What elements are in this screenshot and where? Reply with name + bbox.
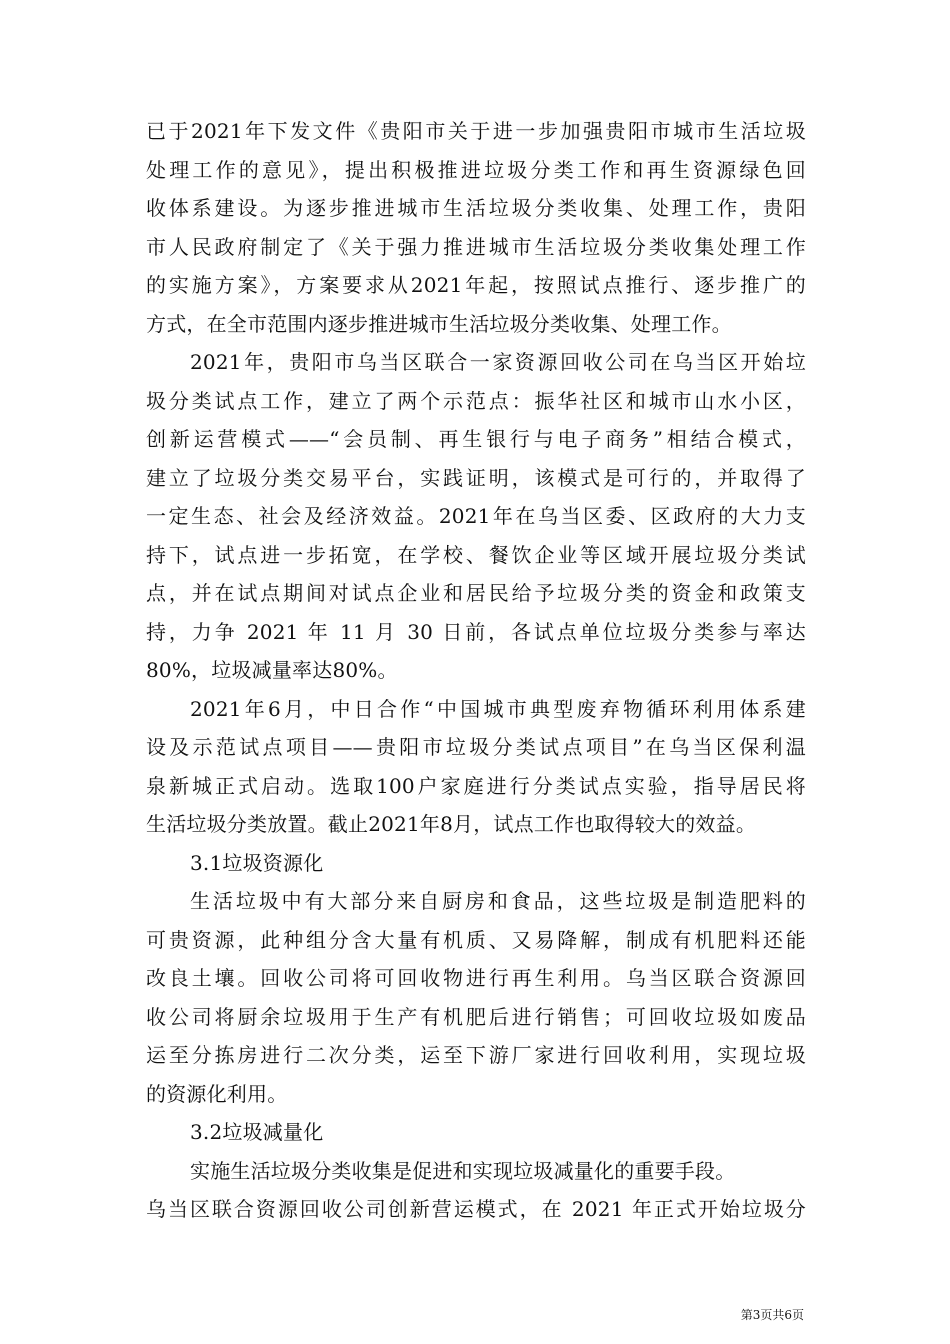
text-line: 80%，垃圾减量率达80%。: [146, 658, 398, 682]
text-line: 建立了垃圾分类交易平台，实践证明，该模式是可行的，并取得了: [146, 465, 806, 490]
text-line: 运至分拣房进行二次分类，运至下游厂家进行回收利用，实现垃圾: [146, 1043, 806, 1067]
document-body: [146, 112, 806, 1229]
text-line: 的实施方案》，方案要求从2021年起，按照试点推行、逐步推广的: [146, 273, 806, 297]
page-number: 第3页共6页: [740, 1308, 804, 1322]
section-heading: 3.2垃圾减量化: [190, 1120, 324, 1144]
text-line: 乌当区联合资源回收公司创新营运模式，在 2021 年正式开始垃圾分: [146, 1197, 806, 1221]
text-line: 已于2021年下发文件《贵阳市关于进一步加强贵阳市城市生活垃圾: [146, 119, 806, 143]
text-line: 处理工作的意见》，提出积极推进垃圾分类工作和再生资源绿色回: [146, 157, 806, 182]
text-line: 2021年，贵阳市乌当区联合一家资源回收公司在乌当区开始垃: [190, 350, 806, 374]
text-line: 2021年6月，中日合作“中国城市典型废弃物循环利用体系建: [190, 696, 806, 721]
text-line: 改良土壤。回收公司将可回收物进行再生利用。乌当区联合资源回: [146, 966, 806, 990]
text-line: 持下，试点进一步拓宽，在学校、餐饮企业等区域开展垃圾分类试: [146, 542, 806, 567]
text-line: 方式，在全市范围内逐步推进城市生活垃圾分类收集、处理工作。: [146, 311, 732, 336]
text-line: 持，力争 2021 年 11 月 30 日前，各试点单位垃圾分类参与率达: [146, 619, 806, 644]
section-heading: 3.1垃圾资源化: [190, 850, 324, 875]
text-line: 泉新城正式启动。选取100户家庭进行分类试点实验，指导居民将: [146, 773, 806, 798]
text-line: 实施生活垃圾分类收集是促进和实现垃圾减量化的重要手段。: [190, 1158, 736, 1183]
text-line: 市人民政府制定了《关于强力推进城市生活垃圾分类收集处理工作: [146, 234, 806, 259]
text-line: 圾分类试点工作，建立了两个示范点：振华社区和城市山水小区，: [146, 388, 806, 413]
text-line: 创新运营模式——“会员制、再生银行与电子商务”相结合模式，: [146, 427, 806, 451]
text-line: 一定生态、社会及经济效益。2021年在乌当区委、区政府的大力支: [146, 504, 806, 528]
text-line: 生活垃圾分类放置。截止2021年8月，试点工作也取得较大的效益。: [146, 812, 757, 836]
text-line: 点，并在试点期间对试点企业和居民给予垃圾分类的资金和政策支: [146, 581, 806, 605]
text-line: 生活垃圾中有大部分来自厨房和食品，这些垃圾是制造肥料的: [190, 889, 806, 913]
text-line: 收公司将厨余垃圾用于生产有机肥后进行销售；可回收垃圾如废品: [146, 1004, 806, 1029]
text-line: 可贵资源，此种组分含大量有机质、又易降解，制成有机肥料还能: [146, 927, 806, 952]
text-line: 收体系建设。为逐步推进城市生活垃圾分类收集、处理工作，贵阳: [146, 196, 806, 220]
text-line: 的资源化利用。: [146, 1081, 288, 1106]
text-line: 设及示范试点项目——贵阳市垃圾分类试点项目”在乌当区保利温: [146, 735, 806, 759]
